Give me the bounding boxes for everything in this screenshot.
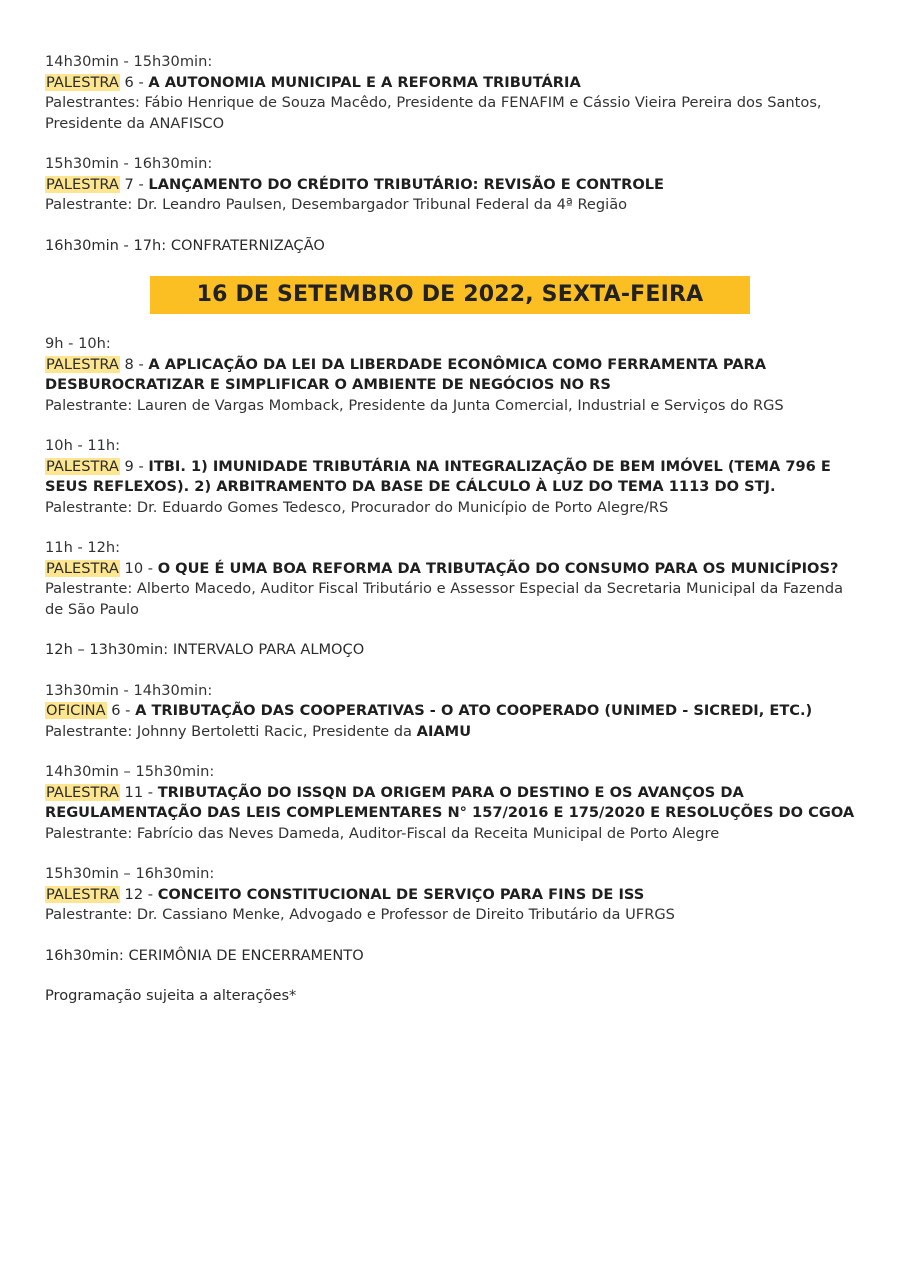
- session-time: 13h30min - 14h30min:: [45, 681, 213, 699]
- session-heading: [45, 457, 855, 498]
- session-oficina-6: [45, 681, 855, 743]
- session-speaker: Palestrante: Dr. Leandro Paulsen, Desembargador Tribunal Federal da 4ª Região: [45, 196, 628, 213]
- session-tag: PALESTRA: [46, 175, 119, 193]
- session-heading: [45, 559, 855, 580]
- session-number: 8 -: [119, 355, 149, 373]
- session-tag: OFICINA: [46, 702, 106, 719]
- session-title: A APLICAÇÃO DA LEI DA LIBERDADE ECONÔMICA COMO FERRAMENTA PARA DESBUROCRATIZAR E SIMPLIFICAR O AMBIENTE DE NEGÓCIOS NO RS: [45, 355, 767, 393]
- session-heading: [45, 885, 855, 906]
- session-number: 7 -: [119, 175, 149, 193]
- session-time: 11h - 12h:: [45, 539, 121, 556]
- session-time: 9h - 10h:: [45, 335, 111, 352]
- session-heading: [45, 355, 855, 396]
- session-number: 11 -: [119, 783, 158, 801]
- session-tag: PALESTRA: [46, 559, 119, 577]
- session-tag: PALESTRA: [46, 457, 119, 475]
- speaker-text: Palestrante: Johnny Bertoletti Racic, Presidente da: [45, 722, 417, 740]
- session-heading: [45, 783, 855, 824]
- session-title: ITBI. 1) IMUNIDADE TRIBUTÁRIA NA INTEGRALIZAÇÃO DE BEM IMÓVEL (TEMA 796 E SEUS REFLEXOS). 2) ARBITRAMENTO DA BASE DE CÁLCULO À LUZ DO TEMA 1113 DO STJ.: [45, 457, 831, 495]
- session-speaker: Palestrantes: Fábio Henrique de Souza Macêdo, Presidente da FENAFIM e Cássio Vieira Pereira dos Santos, Presidente da ANAFISCO: [45, 94, 822, 132]
- session-number: 6 -: [106, 702, 136, 719]
- session-heading: [45, 701, 855, 722]
- confraternizacao-line: 16h30min - 17h: CONFRATERNIZAÇÃO: [45, 236, 325, 254]
- session-time: 14h30min - 15h30min:: [45, 53, 213, 70]
- day-banner: 16 DE SETEMBRO DE 2022, SEXTA-FEIRA: [150, 276, 750, 314]
- session-palestra-11: [45, 762, 855, 844]
- session-time: 15h30min - 16h30min:: [45, 155, 213, 172]
- session-heading: [45, 175, 855, 196]
- session-number: 6 -: [119, 73, 149, 91]
- session-number: 12 -: [119, 885, 158, 903]
- intervalo-line: 12h – 13h30min: INTERVALO PARA ALMOÇO: [45, 641, 365, 658]
- session-title: LANÇAMENTO DO CRÉDITO TRIBUTÁRIO: REVISÃO E CONTROLE: [148, 175, 665, 193]
- session-time: 14h30min – 15h30min:: [45, 763, 215, 780]
- session-title: A AUTONOMIA MUNICIPAL E A REFORMA TRIBUTÁRIA: [148, 73, 581, 91]
- session-speaker: Palestrante: Dr. Eduardo Gomes Tedesco, Procurador do Município de Porto Alegre/RS: [45, 498, 669, 516]
- session-title: A TRIBUTAÇÃO DAS COOPERATIVAS - O ATO COOPERADO (UNIMED - SICREDI, ETC.): [135, 702, 813, 719]
- session-palestra-10: [45, 538, 855, 620]
- session-tag: PALESTRA: [46, 73, 119, 91]
- session-number: 9 -: [119, 457, 149, 475]
- session-palestra-7: [45, 154, 855, 216]
- session-palestra-9: [45, 436, 855, 518]
- session-speaker: Palestrante: Fabrício das Neves Dameda, Auditor-Fiscal da Receita Municipal de Porto Alegre: [45, 824, 720, 842]
- session-palestra-8: [45, 334, 855, 416]
- session-palestra-6: [45, 52, 855, 134]
- session-number: 10 -: [119, 559, 158, 577]
- program-content: [45, 52, 855, 1027]
- session-palestra-12: [45, 864, 855, 926]
- session-time: 10h - 11h:: [45, 437, 121, 454]
- session-tag: PALESTRA: [46, 885, 119, 903]
- session-speaker: Palestrante: Dr. Cassiano Menke, Advogado e Professor de Direito Tributário da UFRGS: [45, 906, 675, 923]
- session-speaker: [45, 722, 855, 743]
- session-heading: [45, 73, 855, 94]
- session-title: O QUE É UMA BOA REFORMA DA TRIBUTAÇÃO DO CONSUMO PARA OS MUNICÍPIOS?: [157, 559, 839, 577]
- session-tag: PALESTRA: [46, 783, 119, 801]
- nota-alteracoes: Programação sujeita a alterações*: [45, 987, 297, 1004]
- session-speaker: Palestrante: Lauren de Vargas Momback, Presidente da Junta Comercial, Industrial e Serviços do RGS: [45, 396, 784, 414]
- session-tag: PALESTRA: [46, 355, 119, 373]
- speaker-org: AIAMU: [416, 722, 472, 740]
- session-speaker: Palestrante: Alberto Macedo, Auditor Fiscal Tributário e Assessor Especial da Secretaria Municipal da Fazenda de São Paulo: [45, 580, 844, 618]
- session-time: 15h30min – 16h30min:: [45, 865, 215, 882]
- session-title: TRIBUTAÇÃO DO ISSQN DA ORIGEM PARA O DESTINO E OS AVANÇOS DA REGULAMENTAÇÃO DAS LEIS COMPLEMENTARES N° 157/2016 E 175/2020 E RESOLUÇÕES DO CGOA: [45, 783, 855, 821]
- encerramento-line: 16h30min: CERIMÔNIA DE ENCERRAMENTO: [45, 946, 364, 964]
- session-title: CONCEITO CONSTITUCIONAL DE SERVIÇO PARA FINS DE ISS: [157, 885, 645, 903]
